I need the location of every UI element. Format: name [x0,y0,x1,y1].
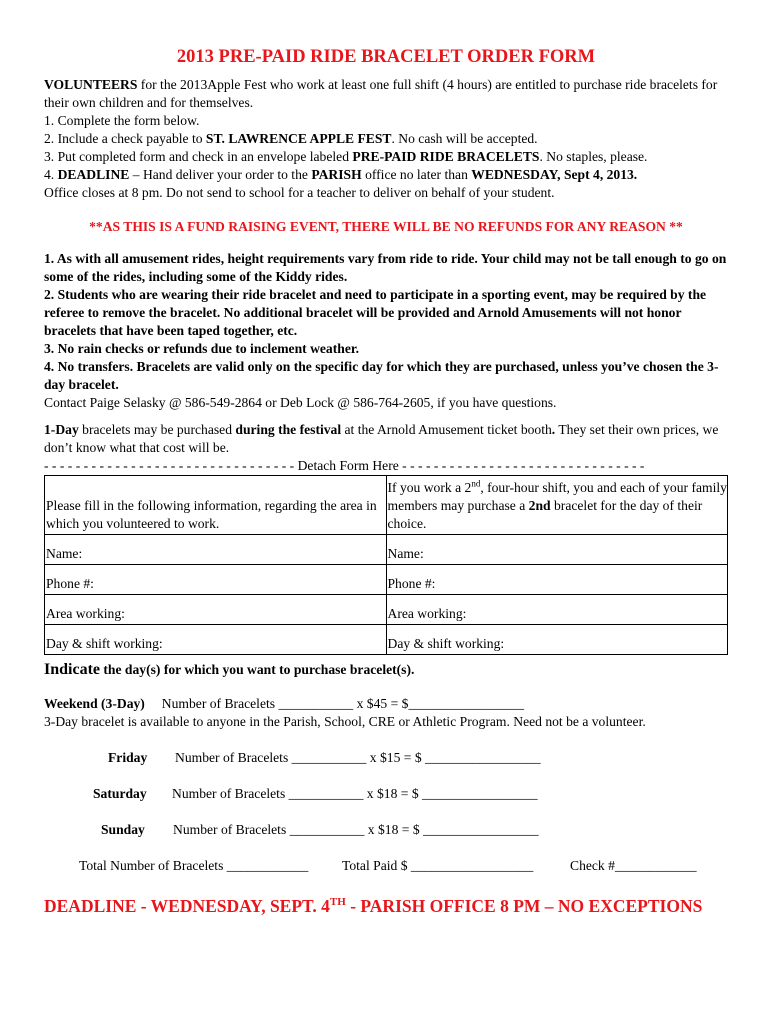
step-4-num: 4. [44,167,58,182]
right-header-sup: nd [471,478,481,489]
shift-field-right[interactable]: Day & shift working: [386,625,728,655]
volunteers-label: VOLUNTEERS [44,77,138,92]
order-form-page [44,46,728,917]
right-header-text: If you work a 2 [387,480,472,495]
parish-label: PARISH [311,167,362,182]
name-field-left[interactable]: Name: [45,535,387,565]
step-2-note: . No cash will be accepted. [391,131,538,146]
step-4-text-2: office no later than [361,167,472,182]
right-header-cell [386,476,728,535]
one-day-label: 1-Day [44,422,79,437]
indicate-word: Indicate [44,661,100,678]
step-2-text: 2. Include a check payable to [44,131,206,146]
rule-4: 4. No transfers. Bracelets are valid only on the specific day for which they are purchased, unless you’ve chosen the 3-day bracelet. [44,359,719,392]
table-header-row [45,476,728,535]
step-4 [44,166,728,184]
deadline-text: DEADLINE - WEDNESDAY, SEPT. 4 [44,896,330,916]
rule-2: 2. Students who are wearing their ride bracelet and need to participate in a sporting event, may be required by the referee to remove the bracelet. No additional bracelet will be provided and Arnold Amusements will not honor bracelets that have been taped together, etc. [44,287,707,338]
payee-name: ST. LAWRENCE APPLE FEST [205,131,392,146]
volunteers-text: for the 2013Apple Fest who work at least one full shift (4 hours) are entitled to purchase ride bracelets for their own children and for themselves. [44,77,718,110]
intro-paragraph [44,76,728,112]
rule-1: 1. As with all amusement rides, height requirements vary from ride to ride. Your child may not be tall enough to go on some of the rides, including some of the Kiddy rides. [44,251,727,284]
second-bracelet-label: 2nd [528,498,551,513]
indicate-text: the day(s) for which you want to purchase bracelet(s). [100,662,415,677]
envelope-label: PRE-PAID RIDE BRACELETS [352,149,540,164]
friday-label: Friday [108,750,148,765]
weekend-line [44,695,728,713]
form-title: 2013 PRE-PAID RIDE BRACELET ORDER FORM [176,47,596,67]
name-field-right[interactable]: Name: [386,535,728,565]
check-number-field[interactable]: Check #____________ [570,858,697,873]
left-header-cell: Please fill in the following information, regarding the area in which you volunteered to work. [45,476,387,535]
right-header-text-3: bracelet for the day of their choice. [387,498,703,531]
one-day-booth: at the Arnold Amusement ticket booth [341,422,552,437]
refund-notice: **AS THIS IS A FUND RAISING EVENT, THERE WILL BE NO REFUNDS FOR ANY REASON ** [89,219,683,234]
total-paid-field[interactable]: Total Paid $ __________________ [342,858,534,873]
sunday-line [44,821,728,839]
indicate-instruction [44,661,728,679]
weekend-label: Weekend (3-Day) [44,696,145,711]
right-header-text-2: , four-hour shift, you and each of your family members may purchase a [387,480,727,513]
final-deadline [44,895,728,917]
one-day-note [44,421,728,457]
friday-line [44,749,728,767]
one-day-period: . [551,422,556,437]
shift-field-left[interactable]: Day & shift working: [45,625,387,655]
one-day-text: bracelets may be purchased [78,422,236,437]
phone-field-left[interactable]: Phone #: [45,565,387,595]
step-3-text: 3. Put completed form and check in an envelope labeled [44,149,353,164]
one-day-prices: They set their own prices, we don’t know what that cost will be. [44,422,719,455]
one-day-festival: during the festival [235,422,342,437]
step-2 [44,130,728,148]
area-field-right[interactable]: Area working: [386,595,728,625]
step-3-note: . No staples, please. [539,149,648,164]
deadline-date: WEDNESDAY, Sept 4, 2013. [471,167,638,182]
saturday-order-field[interactable]: Number of Bracelets ___________ x $18 = $ _________________ [172,786,538,801]
total-bracelets-field[interactable]: Total Number of Bracelets ____________ [79,858,309,873]
table-row [45,595,728,625]
office-hours-note: Office closes at 8 pm. Do not send to school for a teacher to deliver on behalf of your student. [44,185,555,200]
step-1: 1. Complete the form below. [44,113,200,128]
rules-list [44,250,728,394]
deadline-label: DEADLINE [57,167,130,182]
detach-line: - - - - - - - - - - - - - - - - - - - - - - - - - - - - - - - - Detach Form Here - - - - - - - - - - - - - - - - - - - - - - - - - - - - - - - [44,458,645,473]
step-4-text: – Hand deliver your order to the [129,167,312,182]
volunteer-info-table [44,475,728,655]
table-row [45,565,728,595]
friday-order-field[interactable]: Number of Bracelets ___________ x $15 = $ _________________ [175,750,541,765]
sunday-order-field[interactable]: Number of Bracelets ___________ x $18 = $ _________________ [173,822,539,837]
saturday-label: Saturday [93,786,147,801]
saturday-line [44,785,728,803]
deadline-sup: TH [329,896,346,909]
rule-3: 3. No rain checks or refunds due to inclement weather. [44,341,360,356]
area-field-left[interactable]: Area working: [45,595,387,625]
weekend-note: 3-Day bracelet is available to anyone in the Parish, School, CRE or Athletic Program. Need not be a volunteer. [44,714,646,729]
deadline-text-2: - PARISH OFFICE 8 PM – NO EXCEPTIONS [345,896,703,916]
contact-info: Contact Paige Selasky @ 586-549-2864 or Deb Lock @ 586-764-2605, if you have questions. [44,395,557,410]
table-row [45,535,728,565]
weekend-order-field[interactable]: Number of Bracelets ___________ x $45 = $_________________ [144,696,524,711]
table-row [45,625,728,655]
sunday-label: Sunday [101,822,145,837]
phone-field-right[interactable]: Phone #: [386,565,728,595]
step-3 [44,148,728,166]
totals-line [44,857,728,875]
